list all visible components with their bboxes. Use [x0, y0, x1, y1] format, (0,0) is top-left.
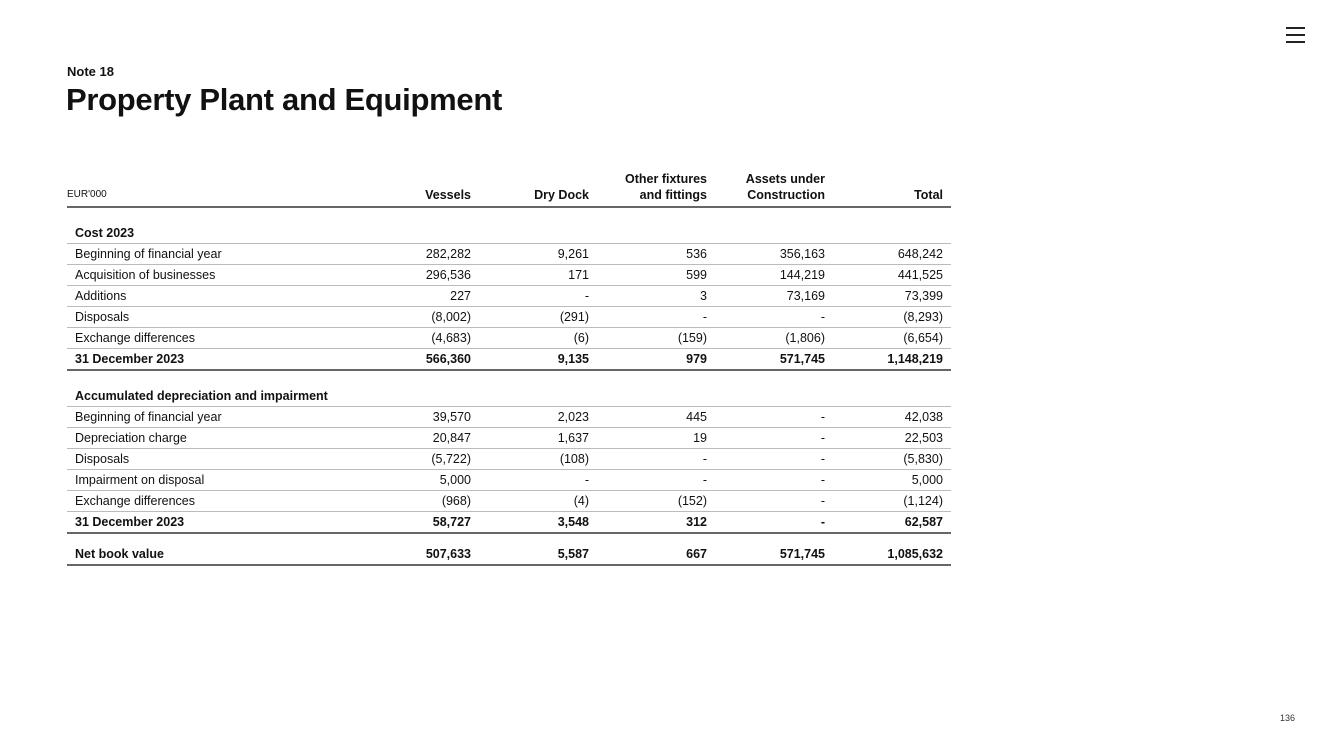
total-row — [67, 349, 951, 371]
page-title: Property Plant and Equipment — [66, 82, 502, 117]
cell-value: 648,242 — [833, 244, 951, 265]
col-total: Total — [833, 166, 951, 207]
section-header — [67, 370, 951, 407]
cell-value: 667 — [597, 533, 715, 565]
table-row — [67, 449, 951, 470]
cell-value: 1,637 — [479, 428, 597, 449]
cell-value: 20,847 — [361, 428, 479, 449]
cell-value: (8,002) — [361, 307, 479, 328]
cell-value: 5,587 — [479, 533, 597, 565]
cell-value: 9,261 — [479, 244, 597, 265]
cell-value: 144,219 — [715, 265, 833, 286]
cell-value: 73,399 — [833, 286, 951, 307]
cell-value: (1,124) — [833, 491, 951, 512]
table-row — [67, 244, 951, 265]
col-other-fixtures: Other fixtures and fittings — [597, 166, 715, 207]
cell-value: 356,163 — [715, 244, 833, 265]
row-label: Beginning of financial year — [67, 407, 361, 428]
col-assets-under-construction: Assets under Construction — [715, 166, 833, 207]
cell-value: - — [479, 470, 597, 491]
cell-value: (5,722) — [361, 449, 479, 470]
row-label: Net book value — [67, 533, 361, 565]
total-row — [67, 512, 951, 534]
cell-value: (159) — [597, 328, 715, 349]
table-row — [67, 328, 951, 349]
row-label: 31 December 2023 — [67, 349, 361, 371]
cell-value: (8,293) — [833, 307, 951, 328]
row-label: Exchange differences — [67, 491, 361, 512]
cell-value: 19 — [597, 428, 715, 449]
cell-value: (4,683) — [361, 328, 479, 349]
cell-value: 312 — [597, 512, 715, 534]
cell-value: (968) — [361, 491, 479, 512]
col-vessels: Vessels — [361, 166, 479, 207]
row-label: Depreciation charge — [67, 428, 361, 449]
col-dry-dock: Dry Dock — [479, 166, 597, 207]
cell-value: (6) — [479, 328, 597, 349]
cell-value: 507,633 — [361, 533, 479, 565]
row-label: 31 December 2023 — [67, 512, 361, 534]
table-row — [67, 407, 951, 428]
cell-value: 73,169 — [715, 286, 833, 307]
cell-value: - — [597, 449, 715, 470]
cell-value: - — [597, 307, 715, 328]
note-label: Note 18 — [67, 64, 114, 79]
table-row — [67, 307, 951, 328]
cell-value: 5,000 — [833, 470, 951, 491]
cell-value: 2,023 — [479, 407, 597, 428]
row-label: Impairment on disposal — [67, 470, 361, 491]
cell-value: (1,806) — [715, 328, 833, 349]
cell-value: 39,570 — [361, 407, 479, 428]
section-title: Cost 2023 — [67, 207, 951, 244]
table-row — [67, 470, 951, 491]
cell-value: 227 — [361, 286, 479, 307]
row-label: Disposals — [67, 307, 361, 328]
cell-value: 571,745 — [715, 349, 833, 371]
cell-value: (291) — [479, 307, 597, 328]
cell-value: (6,654) — [833, 328, 951, 349]
cell-value: - — [715, 307, 833, 328]
cell-value: 42,038 — [833, 407, 951, 428]
section-title: Accumulated depreciation and impairment — [67, 370, 951, 407]
cell-value: 599 — [597, 265, 715, 286]
cell-value: 9,135 — [479, 349, 597, 371]
cell-value: 296,536 — [361, 265, 479, 286]
cell-value: 22,503 — [833, 428, 951, 449]
row-label: Beginning of financial year — [67, 244, 361, 265]
table-header — [67, 166, 951, 207]
row-label: Disposals — [67, 449, 361, 470]
cell-value: - — [715, 512, 833, 534]
table-row — [67, 491, 951, 512]
cell-value: (108) — [479, 449, 597, 470]
cell-value: - — [715, 491, 833, 512]
cell-value: 441,525 — [833, 265, 951, 286]
cell-value: (4) — [479, 491, 597, 512]
menu-icon[interactable] — [1286, 27, 1305, 45]
table-row — [67, 428, 951, 449]
cell-value: 445 — [597, 407, 715, 428]
table-row — [67, 265, 951, 286]
row-label: Acquisition of businesses — [67, 265, 361, 286]
cell-value: 1,085,632 — [833, 533, 951, 565]
section-header — [67, 207, 951, 244]
ppe-table — [67, 166, 951, 566]
cell-value: (5,830) — [833, 449, 951, 470]
cell-value: 3,548 — [479, 512, 597, 534]
cell-value: 979 — [597, 349, 715, 371]
cell-value: 566,360 — [361, 349, 479, 371]
cell-value: - — [597, 470, 715, 491]
cell-value: 171 — [479, 265, 597, 286]
cell-value: 571,745 — [715, 533, 833, 565]
cell-value: 536 — [597, 244, 715, 265]
cell-value: 282,282 — [361, 244, 479, 265]
row-label: Exchange differences — [67, 328, 361, 349]
cell-value: - — [479, 286, 597, 307]
cell-value: - — [715, 428, 833, 449]
cell-value: - — [715, 407, 833, 428]
cell-value: - — [715, 449, 833, 470]
unit-label: EUR'000 — [67, 166, 361, 207]
row-label: Additions — [67, 286, 361, 307]
cell-value: 58,727 — [361, 512, 479, 534]
cell-value: 5,000 — [361, 470, 479, 491]
page-number: 136 — [1279, 713, 1295, 723]
cell-value: 62,587 — [833, 512, 951, 534]
table-row — [67, 286, 951, 307]
cell-value: - — [715, 470, 833, 491]
cell-value: (152) — [597, 491, 715, 512]
net-book-value-row — [67, 533, 951, 565]
cell-value: 3 — [597, 286, 715, 307]
cell-value: 1,148,219 — [833, 349, 951, 371]
